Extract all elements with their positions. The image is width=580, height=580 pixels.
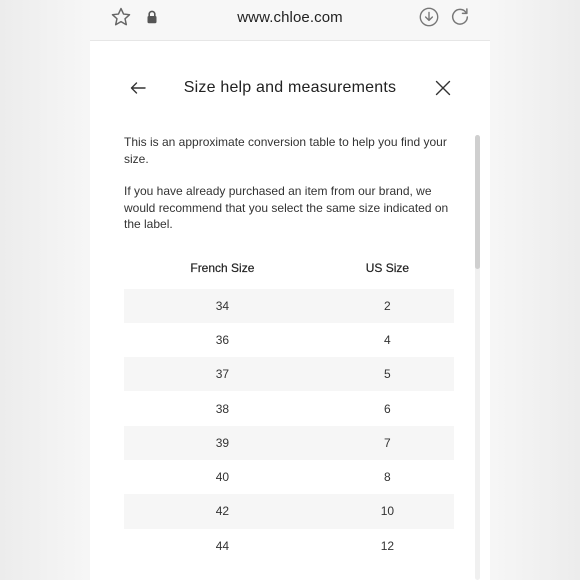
us-size-cell: 6 — [384, 401, 391, 416]
reload-icon[interactable] — [449, 6, 471, 28]
modal-header — [90, 40, 490, 136]
browser-window — [90, 0, 490, 580]
us-size-cell: 7 — [321, 426, 454, 460]
us-size-cell: 10 — [321, 494, 454, 528]
table-row — [124, 494, 454, 528]
close-icon[interactable] — [433, 78, 453, 98]
table-row — [124, 460, 454, 494]
us-size-cell: 4 — [384, 332, 391, 347]
table-row — [124, 357, 454, 391]
scrollbar[interactable] — [475, 135, 480, 580]
column-header-french-size: French Size — [190, 260, 255, 275]
french-size-cell: 42 — [124, 494, 321, 528]
table-row — [124, 289, 454, 323]
french-size-cell: 36 — [215, 332, 230, 347]
column-header-us-size: US Size — [365, 260, 410, 275]
size-conversion-table — [124, 261, 454, 563]
french-size-cell: 38 — [215, 401, 230, 416]
download-icon[interactable] — [418, 6, 440, 28]
french-size-cell: 37 — [124, 357, 321, 391]
intro-text: This is an approximate conversion table to help you find your size. — [124, 135, 447, 166]
table-row — [124, 529, 454, 563]
us-size-cell: 12 — [380, 538, 395, 553]
us-size-cell: 8 — [384, 470, 391, 485]
scrollbar-thumb[interactable] — [475, 135, 480, 269]
us-size-cell: 2 — [321, 289, 454, 323]
french-size-cell: 39 — [124, 426, 321, 460]
french-size-cell: 40 — [215, 470, 230, 485]
table-row — [124, 391, 454, 425]
french-size-cell: 34 — [124, 289, 321, 323]
us-size-cell: 5 — [321, 357, 454, 391]
modal-title: Size help and measurements — [183, 79, 397, 96]
address-bar — [90, 0, 490, 41]
table-header-row — [124, 261, 454, 289]
url-text[interactable]: www.chloe.com — [237, 9, 343, 26]
table-row — [124, 323, 454, 357]
french-size-cell: 44 — [215, 538, 230, 553]
modal-content — [124, 134, 454, 563]
note-text: If you have already purchased an item from our brand, we would recommend that you select the same size indicated on the label. — [124, 184, 449, 231]
table-row — [124, 426, 454, 460]
